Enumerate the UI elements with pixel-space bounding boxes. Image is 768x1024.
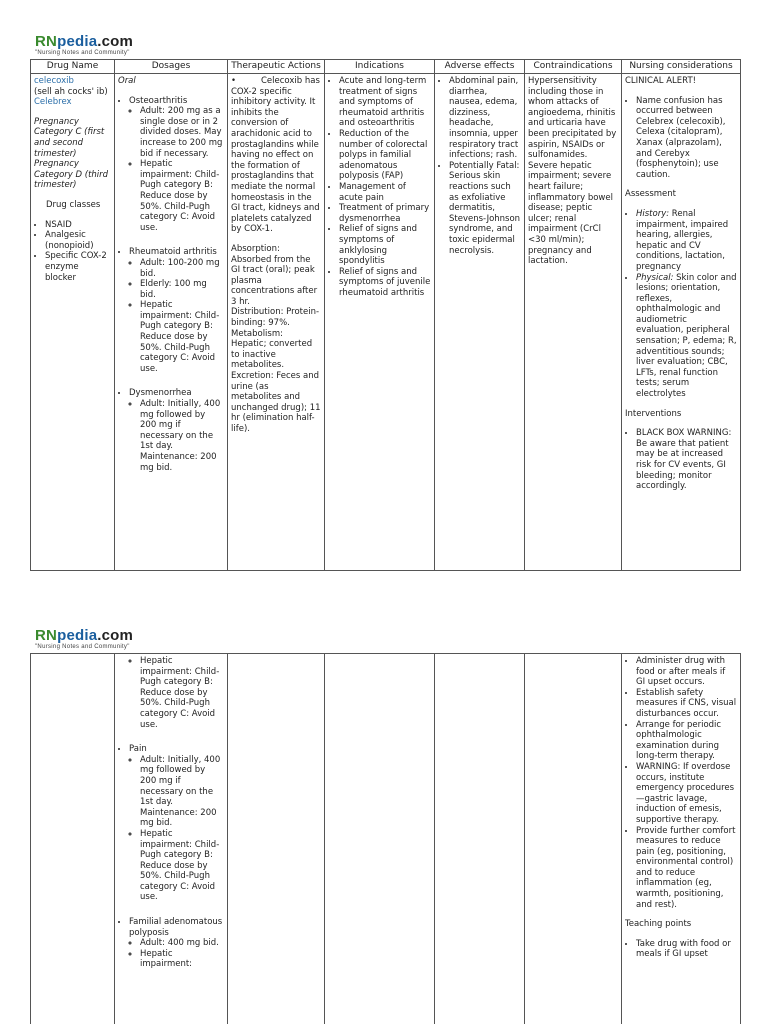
list-item xyxy=(129,917,224,970)
indication-label: Osteoarthritis xyxy=(129,95,188,106)
pregnancy-category-c: Pregnancy Category C (first and second trimester) xyxy=(34,116,105,159)
therapeutic-actions-cell xyxy=(228,654,325,1024)
list-item xyxy=(129,247,224,374)
brand-tagline: "Nursing Notes and Community" xyxy=(35,50,130,56)
list-item: • WARNING: If overdose occurs, institute emergency procedures—gastric lavage, induction of emesis, supportive therapy. xyxy=(636,762,737,826)
drug-table-page-1 xyxy=(30,59,741,571)
list-item: • Analgesic (nonopioid) xyxy=(45,230,111,251)
indication-label: Pain xyxy=(129,744,147,755)
list-item: ◦ Hepatic impairment: Child-Pugh category B: Reduce dose by 50%. Child-Pugh category C: Avoid use. xyxy=(140,159,224,233)
page-2 xyxy=(0,600,768,1024)
generic-name-link[interactable]: celecoxib xyxy=(34,76,74,86)
physical-text: Skin color and lesions; orientation, reflexes, ophthalmologic and audiometric evaluation, peripheral sensation; P, edema; R, adventitious sounds; liver evaluation; CBC, LFTs, renal function tests; serum electrolytes xyxy=(636,272,737,400)
list-item: • Name confusion has occurred between Celebrex (celecoxib), Celexa (citalopram), Xanax (alprazolam), and Cerebyx (fosphenytoin); use caution. xyxy=(636,96,737,181)
list-item: • Take drug with food or meals if GI upset xyxy=(636,939,737,960)
absorption: Absorption: Absorbed from the GI tract (oral); peak plasma concentrations after 3 hr. xyxy=(231,243,318,307)
indication-label: Familial adenomatous polyposis xyxy=(129,917,223,938)
actions-main: • Celecoxib has COX-2 specific inhibitory activity. It inhibits the conversion of arachidonic acid to prostaglandins while having no effect on the formation of prostaglandins that mediate the normal homeostasis in the GI tract, kidneys and platelets catalyzed by COX-1. xyxy=(231,76,320,235)
dosage-list xyxy=(118,96,224,234)
brand-pedia: pedia xyxy=(57,33,98,50)
list-item: ◦ Adult: Initially, 400 mg followed by 200 mg if necessary on the 1st day. Maintenance: 200 mg bid. xyxy=(140,399,224,473)
list-item: • Relief of signs and symptoms of juvenile rheumatoid arthritis xyxy=(339,267,431,299)
list-item: • Establish safety measures if CNS, visual disturbances occur. xyxy=(636,688,737,720)
history-label: History: xyxy=(636,208,670,219)
sub-list xyxy=(129,938,224,970)
brand-rn: RN xyxy=(35,33,58,50)
drug-classes-title: Drug classes xyxy=(46,199,101,210)
dosage-list xyxy=(118,656,224,730)
adverse-effects-cell xyxy=(435,654,525,1024)
contraindications-text: Hypersensitivity including those in whom attacks of angioedema, rhinitis and urticaria have been precipitated by aspirin, NSAIDs or sulfonamides. Severe hepatic impairment; severe heart failure; inflammatory bowel disease; peptic ulcer; renal impairment (CrCl <30 ml/min); pregnancy and lactation. xyxy=(528,76,617,267)
list-item: • Potentially Fatal: Serious skin reactions such as exfoliative dermatitis, Stevens-Johnson syndrome, and toxic epidermal necrolysis. xyxy=(449,161,521,256)
contraindications-cell xyxy=(525,74,622,571)
brand-com: .com xyxy=(97,627,134,644)
list-item: ◦ Hepatic impairment: Child-Pugh category B: Reduce dose by 50%. Child-Pugh category C: Avoid use. xyxy=(140,300,224,374)
table-header-row xyxy=(31,60,741,74)
interventions-title: Interventions xyxy=(625,408,682,419)
list-item xyxy=(129,744,224,903)
alert-list xyxy=(625,96,737,181)
dosage-list xyxy=(118,388,224,473)
brand-logo xyxy=(35,627,133,644)
nursing-cell xyxy=(622,74,741,571)
list-item xyxy=(129,656,224,730)
dosage-list xyxy=(118,247,224,374)
table-row xyxy=(31,654,741,1024)
sub-list xyxy=(129,755,224,903)
drug-table-page-2 xyxy=(30,653,741,1024)
sub-list xyxy=(129,258,224,375)
dosages-cell xyxy=(115,74,228,571)
sub-list xyxy=(129,656,224,730)
drug-name-cell xyxy=(31,654,115,1024)
pregnancy-category-d: Pregnancy Category D (third trimester) xyxy=(34,159,109,191)
list-item: • NSAID xyxy=(45,220,111,231)
assessment-title: Assessment xyxy=(625,189,676,200)
assessment-list xyxy=(625,209,737,400)
list-item: • Administer drug with food or after meals if GI upset occurs. xyxy=(636,656,737,688)
list-item: ◦ Adult: 400 mg bid. xyxy=(140,938,224,949)
brand-pedia: pedia xyxy=(57,627,98,644)
header-adverse-effects: Adverse effects xyxy=(435,60,525,74)
list-item: ◦ Adult: 200 mg as a single dose or in 2 divided doses. May increase to 200 mg bid if necessary. xyxy=(140,106,224,159)
contraindications-cell xyxy=(525,654,622,1024)
list-item xyxy=(129,96,224,234)
history-text: Renal impairment, impaired hearing, allergies, hepatic and CV conditions, lactation, pregnancy xyxy=(636,208,729,272)
list-item xyxy=(636,209,737,273)
list-item: • Management of acute pain xyxy=(339,182,431,203)
sub-list xyxy=(129,399,224,473)
dosage-list xyxy=(118,744,224,903)
physical-label: Physical: xyxy=(636,272,674,283)
route: Oral xyxy=(118,76,136,86)
sub-list xyxy=(129,106,224,233)
brand-com: .com xyxy=(97,33,134,50)
header-drug-name: Drug Name xyxy=(31,60,115,74)
list-item: • Treatment of primary dysmenorrhea xyxy=(339,203,431,224)
list-item: ◦ Adult: 100-200 mg bid. xyxy=(140,258,224,279)
metabolism: Metabolism: Hepatic; converted to inactive metabolites. xyxy=(231,328,313,371)
drug-classes-list xyxy=(34,220,111,284)
dosages-cell xyxy=(115,654,228,1024)
header-dosages: Dosages xyxy=(115,60,228,74)
adverse-list xyxy=(438,76,521,256)
list-item: ◦ Hepatic impairment: xyxy=(140,949,224,970)
list-item: • Provide further comfort measures to reduce pain (eg, positioning, environmental control) and to reduce inflammation (eg, warmth, positioning, and rest). xyxy=(636,826,737,911)
clinical-alert-title: CLINICAL ALERT! xyxy=(625,76,697,86)
header-contraindications: Contraindications xyxy=(525,60,622,74)
brand-logo xyxy=(35,33,133,50)
list-item: • Specific COX-2 enzyme blocker xyxy=(45,251,111,283)
pronunciation: (sell ah cocks' ib) xyxy=(34,86,108,97)
dosage-list xyxy=(118,917,224,970)
interventions-list xyxy=(625,656,737,910)
header-therapeutic-actions: Therapeutic Actions xyxy=(228,60,325,74)
list-item xyxy=(636,273,737,400)
excretion: Excretion: Feces and urine (as metabolites and unchanged drug); 11 hr (elimination half-life). xyxy=(231,371,321,434)
teaching-points-title: Teaching points xyxy=(625,919,692,930)
nursing-cell xyxy=(622,654,741,1024)
header-indications: Indications xyxy=(325,60,435,74)
list-item: • Acute and long-term treatment of signs and symptoms of rheumatoid arthritis and osteoarthritis xyxy=(339,76,431,129)
list-item xyxy=(129,388,224,473)
list-item: • Reduction of the number of colorectal polyps in familial adenomatous polyposis (FAP) xyxy=(339,129,431,182)
list-item: ◦ Hepatic impairment: Child-Pugh category B: Reduce dose by 50%. Child-Pugh category C: Avoid use. xyxy=(140,656,224,730)
table-row xyxy=(31,74,741,571)
list-item: • Arrange for periodic ophthalmologic examination during long-term therapy. xyxy=(636,720,737,762)
therapeutic-actions-cell xyxy=(228,74,325,571)
adverse-effects-cell xyxy=(435,74,525,571)
list-item: ◦ Adult: Initially, 400 mg followed by 200 mg if necessary on the 1st day. Maintenance: 200 mg bid. xyxy=(140,755,224,829)
list-item: • Abdominal pain, diarrhea, nausea, edema, dizziness, headache, insomnia, upper respiratory tract infections; rash. xyxy=(449,76,521,161)
interventions-list xyxy=(625,428,737,492)
list-item: • BLACK BOX WARNING: Be aware that patient may be at increased risk for CV events, GI bleeding; monitor accordingly. xyxy=(636,428,737,492)
indications-list xyxy=(328,76,431,298)
indications-cell xyxy=(325,74,435,571)
indications-cell xyxy=(325,654,435,1024)
brand-rn: RN xyxy=(35,627,58,644)
drug-name-cell xyxy=(31,74,115,571)
brand-name-link[interactable]: Celebrex xyxy=(34,97,72,108)
brand-tagline: "Nursing Notes and Community" xyxy=(35,644,130,650)
distribution: Distribution: Protein-binding: 97%. xyxy=(231,307,320,329)
header-nursing-considerations: Nursing considerations xyxy=(622,60,741,74)
indication-label: Dysmenorrhea xyxy=(129,388,192,399)
indication-label: Rheumatoid arthritis xyxy=(129,247,217,258)
actions-main-text: Celecoxib has COX-2 specific inhibitory activity. It inhibits the conversion of arachidonic acid to prostaglandins while having no effect on the formation of prostaglandins that mediate the normal homeostasis in the GI tract, kidneys and platelets catalyzed by COX-1. xyxy=(231,76,320,235)
list-item: ◦ Elderly: 100 mg bid. xyxy=(140,279,224,300)
list-item: • Relief of signs and symptoms of anklylosing spondylitis xyxy=(339,224,431,266)
teaching-list xyxy=(625,939,737,960)
list-item: ◦ Hepatic impairment: Child-Pugh category B: Reduce dose by 50%. Child-Pugh category C: Avoid use. xyxy=(140,829,224,903)
